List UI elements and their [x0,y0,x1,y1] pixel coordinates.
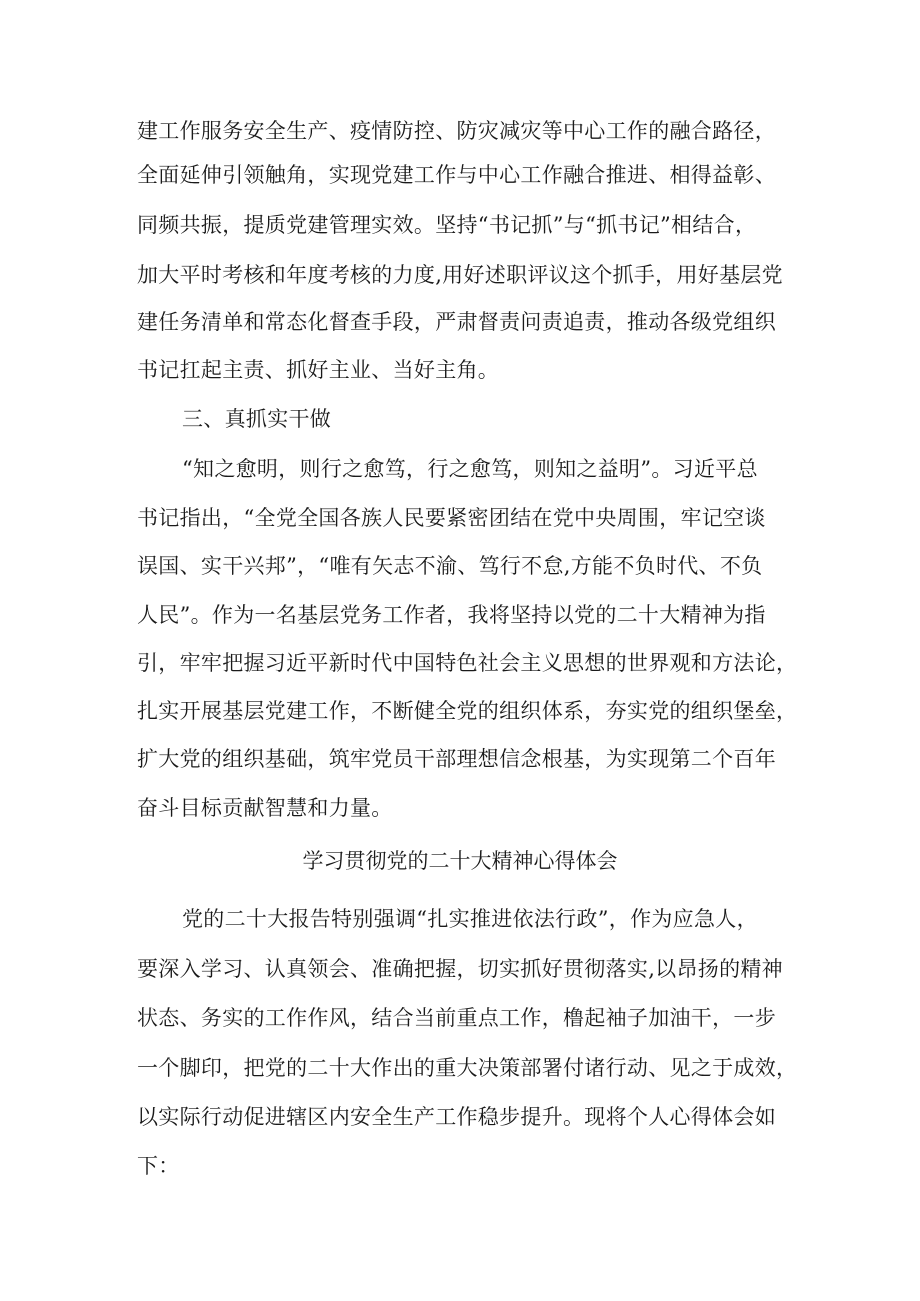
paragraph-2-line: “知之愈明，则行之愈笃，行之愈笃，则知之益明”。习近平总 [182,457,758,481]
paragraph-1-line: 全面延伸引领触角，实现党建工作与中心工作融合推进、相得益彰、 [137,163,776,187]
paragraph-3-line: 党的二十大报告特别强调“扎实推进依法行政”，作为应急人， [182,907,758,931]
section-heading: 三、真抓实干做 [182,407,332,431]
paragraph-2-line: 误国、实干兴邦”，“唯有矢志不渝、笃行不怠,方能不负时代、不负 [137,554,763,578]
paragraph-3-line: 下： [137,1154,180,1178]
paragraph-3-line: 一个脚印，把党的二十大作出的重大决策部署付诸行动、见之于成效， [137,1056,798,1080]
paragraph-2-line: 人民”。作为一名基层党务工作者，我将坚持以党的二十大精神为指 [137,603,766,627]
paragraph-2-line: 奋斗目标贡献智慧和力量。 [137,796,393,820]
article-title: 学习贯彻党的二十大精神心得体会 [302,849,618,873]
paragraph-1-line: 建任务清单和常态化督查手段，严肃督责问责追责，推动各级党组织 [137,310,776,334]
paragraph-2-line: 书记指出，“全党全国各族人民要紧密团结在党中央周围，牢记空谈 [137,506,766,530]
paragraph-3-line: 要深入学习、认真领会、准确把握，切实抓好贯彻落实,以昂扬的精神 [137,957,783,981]
paragraph-1-line: 加大平时考核和年度考核的力度,用好述职评议这个抓手，用好基层党 [137,263,783,287]
paragraph-2-line: 扎实开展基层党建工作，不断健全党的组织体系，夯实党的组织堡垒， [137,699,798,723]
paragraph-1-line: 书记扛起主责、抓好主业、当好主角。 [137,358,500,382]
paragraph-3-line: 状态、务实的工作作风，结合当前重点工作，橹起袖子加油干，一步 [137,1006,776,1030]
paragraph-1-line: 建工作服务安全生产、疫情防控、防灾减灾等中心工作的融合路径， [137,119,776,143]
paragraph-2-line: 扩大党的组织基础，筑牢党员干部理想信念根基，为实现第二个百年 [137,747,776,771]
paragraph-2-line: 引，牢牢把握习近平新时代中国特色社会主义思想的世界观和方法论， [137,651,798,675]
paragraph-1-line: 同频共振，提质党建管理实效。坚持“书记抓”与“抓书记”相结合， [137,213,757,237]
paragraph-3-line: 以实际行动促进辖区内安全生产工作稳步提升。现将个人心得体会如 [137,1105,776,1129]
